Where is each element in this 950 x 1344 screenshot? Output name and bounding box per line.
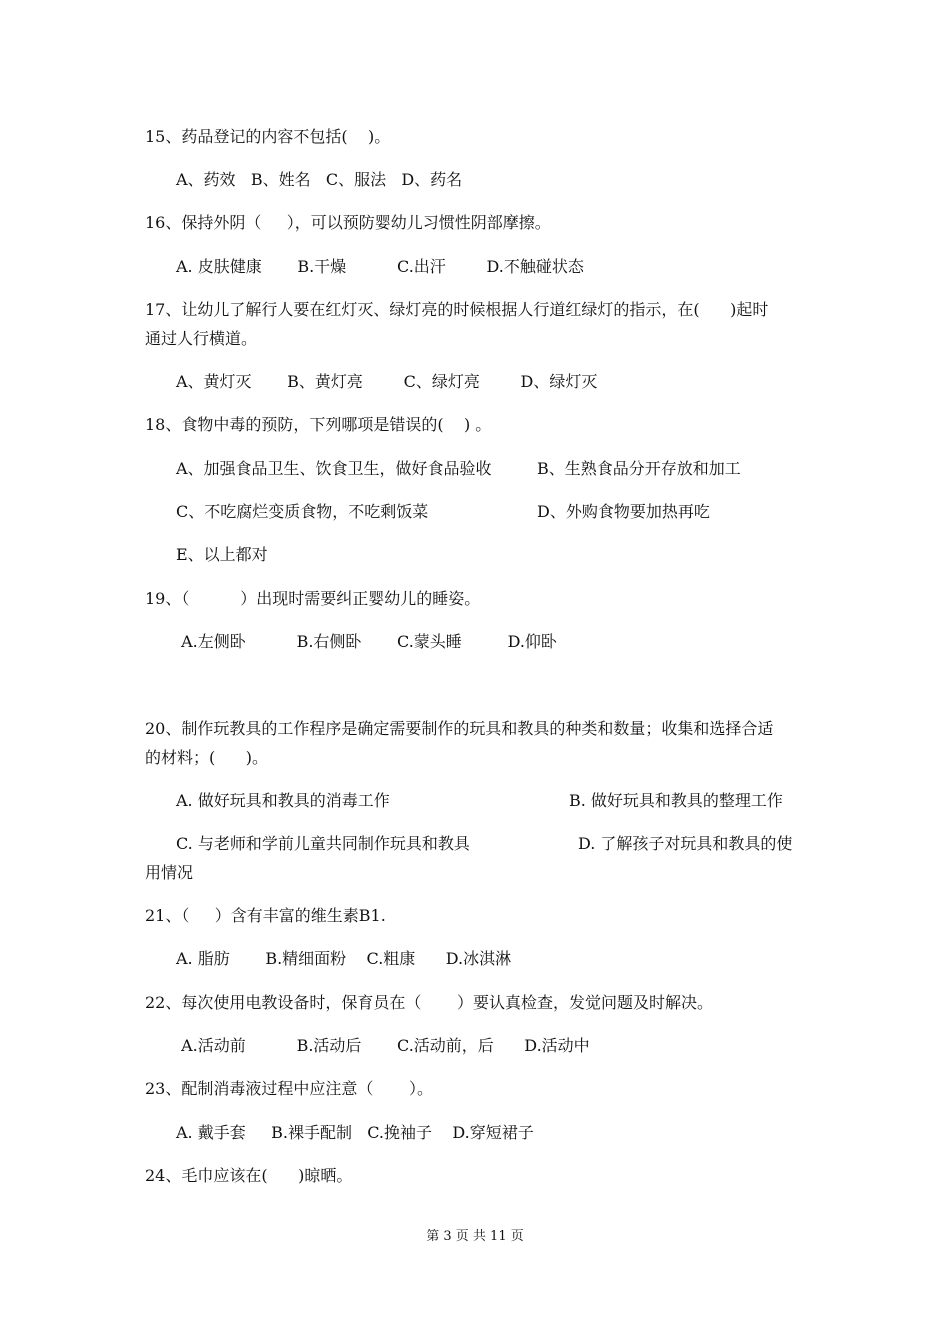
question-16-stem: 16、保持外阴（ ），可以预防婴幼儿习惯性阴部摩擦。 <box>145 213 551 232</box>
page-footer: 第 3 页 共 11 页 <box>426 1229 524 1244</box>
question-21-options: A. 脂肪 B.精细面粉 C.粗康 D.冰淇淋 <box>176 949 512 968</box>
question-18-option-c: C、不吃腐烂变质食物，不吃剩饭菜 <box>176 502 429 521</box>
question-16-options: A. 皮肤健康 B.干燥 C.出汗 D.不触碰状态 <box>176 257 584 276</box>
question-19-options: A.左侧卧 B.右侧卧 C.蒙头睡 D.仰卧 <box>176 632 557 651</box>
question-18-stem: 18、食物中毒的预防，下列哪项是错误的( ) 。 <box>145 415 492 434</box>
question-20-option-a: A. 做好玩具和教具的消毒工作 <box>176 791 390 810</box>
question-17-stem-line1: 17、让幼儿了解行人要在红灯灭、绿灯亮的时候根据人行道红绿灯的指示，在( )起时 <box>145 300 769 319</box>
question-15-options: A、药效 B、姓名 C、服法 D、药名 <box>176 170 463 189</box>
question-18-option-b: B、生熟食品分开存放和加工 <box>537 459 741 478</box>
question-19-stem: 19、（ ）出现时需要纠正婴幼儿的睡姿。 <box>145 589 481 608</box>
question-23-options: A. 戴手套 B.裸手配制 C.挽袖子 D.穿短裙子 <box>176 1123 534 1142</box>
question-18-option-a: A、加强食品卫生、饮食卫生，做好食品验收 <box>176 459 492 478</box>
question-18-option-e: E、以上都对 <box>176 545 268 564</box>
question-20-option-d-continued: 用情况 <box>145 863 194 882</box>
question-17-stem-line2: 通过人行横道。 <box>145 329 258 348</box>
question-20-stem-line1: 20、制作玩教具的工作程序是确定需要制作的玩具和教具的种类和数量；收集和选择合适 <box>145 719 774 738</box>
question-20-option-c: C. 与老师和学前儿童共同制作玩具和教具 <box>176 834 470 853</box>
question-17-options: A、黄灯灭 B、黄灯亮 C、绿灯亮 D、绿灯灭 <box>176 372 598 391</box>
question-20-option-b: B. 做好玩具和教具的整理工作 <box>569 791 783 810</box>
question-20-stem-line2: 的材料；( )。 <box>145 748 269 767</box>
question-24-stem: 24、毛巾应该在( )晾晒。 <box>145 1166 353 1185</box>
question-18-option-d: D、外购食物要加热再吃 <box>537 502 710 521</box>
question-21-stem: 21、（ ）含有丰富的维生素B1. <box>145 906 386 925</box>
question-15-stem: 15、药品登记的内容不包括( )。 <box>145 127 391 146</box>
question-22-options: A.活动前 B.活动后 C.活动前，后 D.活动中 <box>176 1036 590 1055</box>
question-20-option-d: D. 了解孩子对玩具和教具的使 <box>578 834 793 853</box>
question-23-stem: 23、配制消毒液过程中应注意（ ）。 <box>145 1079 433 1098</box>
question-22-stem: 22、每次使用电教设备时，保育员在（ ）要认真检查，发觉问题及时解决。 <box>145 993 713 1012</box>
